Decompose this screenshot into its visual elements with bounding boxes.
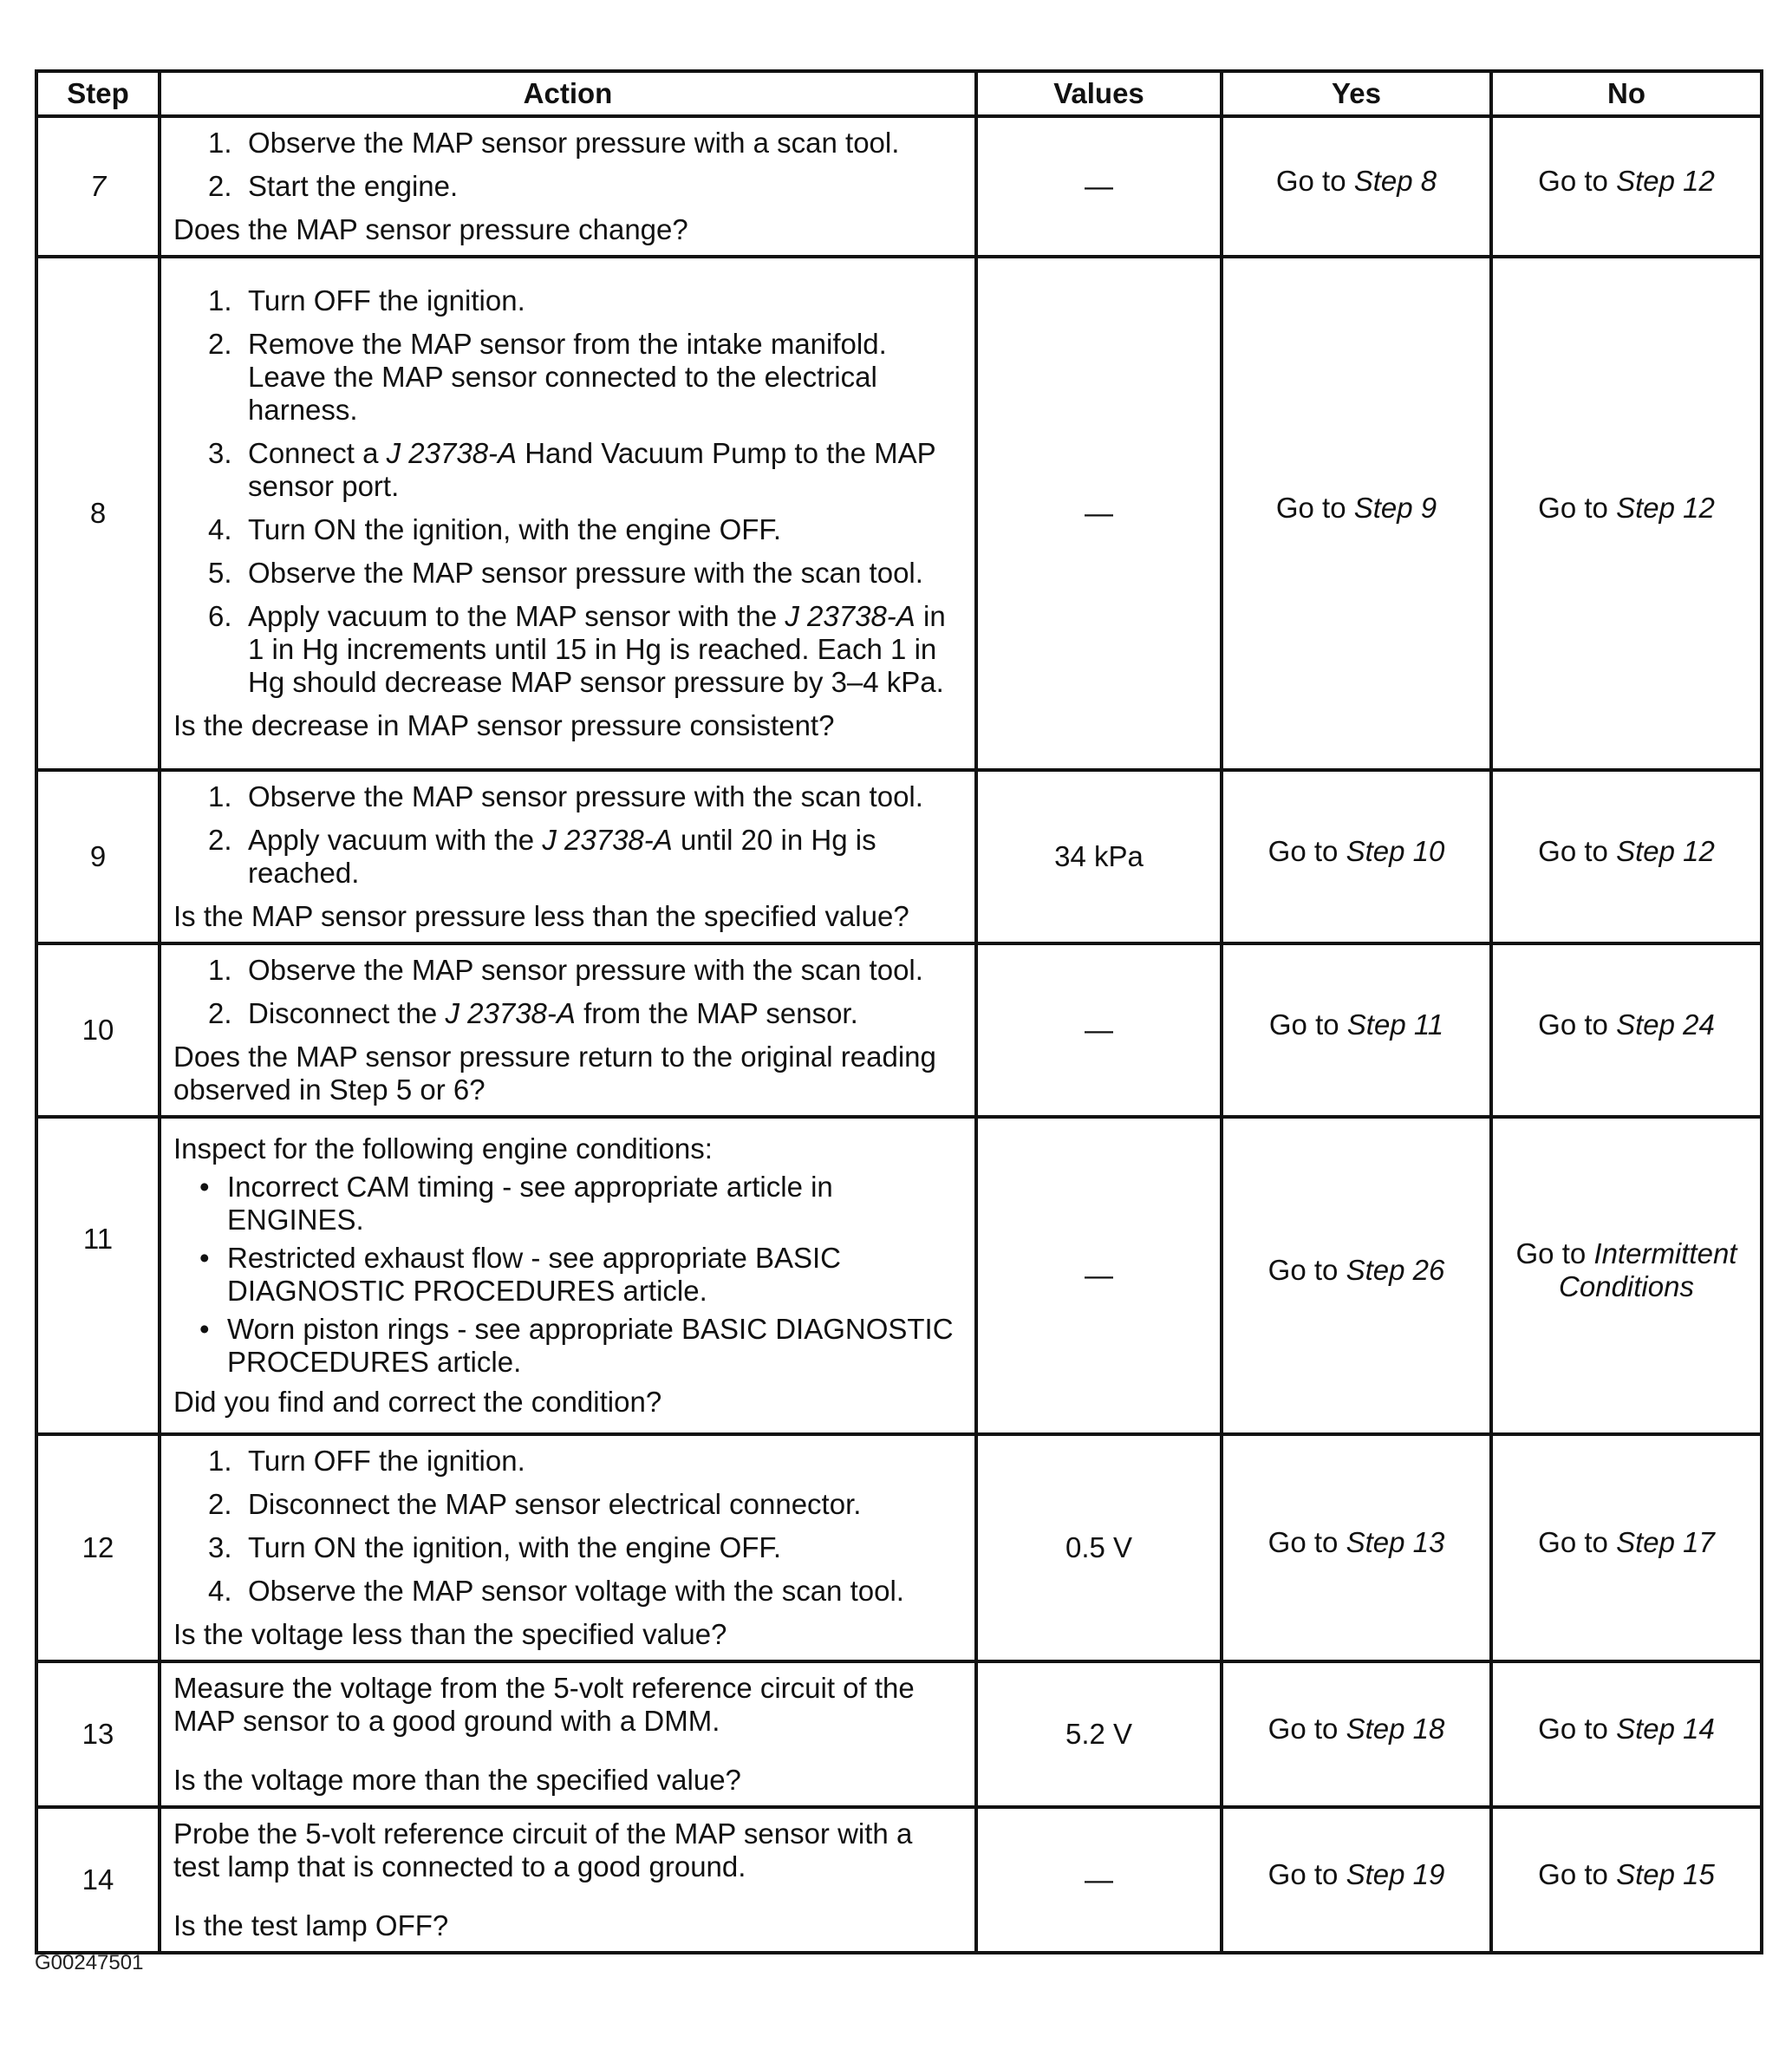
list-item [208, 513, 964, 546]
goto-prefix: Go to [1268, 1008, 1347, 1041]
spec-value: 5.2 V [976, 1661, 1222, 1807]
text-part: Connect a [248, 437, 387, 469]
item-number: 2. [208, 824, 232, 856]
header-yes: Yes [1222, 71, 1491, 116]
condition-list [173, 1171, 964, 1379]
goto-prefix: Go to [1267, 835, 1346, 867]
yes-cell [1222, 770, 1491, 943]
list-item [208, 1575, 964, 1608]
no-cell [1491, 943, 1762, 1117]
spec-value: — [976, 116, 1222, 257]
goto-target: Step 26 [1346, 1254, 1445, 1286]
item-number: 1. [208, 127, 232, 159]
item-text: Start the engine. [248, 170, 459, 202]
item-number: 3. [208, 437, 232, 469]
goto-yes[interactable] [1268, 1526, 1445, 1558]
step-list [173, 127, 964, 203]
goto-no[interactable] [1538, 1008, 1715, 1041]
list-item [208, 1488, 964, 1521]
item-text: Observe the MAP sensor voltage with the scan tool. [248, 1575, 904, 1607]
tool-number: J 23738-A [445, 997, 576, 1029]
step-list [173, 1445, 964, 1608]
item-number: 1. [208, 1445, 232, 1477]
table-row [36, 1661, 1762, 1807]
action-cell [160, 943, 976, 1117]
yes-cell [1222, 116, 1491, 257]
item-text: Observe the MAP sensor pressure with the scan tool. [248, 557, 923, 589]
bullet-icon: • [199, 1171, 210, 1203]
table-row [36, 1807, 1762, 1953]
text-part: from the MAP sensor. [575, 997, 858, 1029]
goto-target: Step 13 [1346, 1526, 1445, 1558]
goto-no[interactable] [1538, 492, 1715, 524]
yes-cell [1222, 1807, 1491, 1953]
yes-cell [1222, 1117, 1491, 1434]
list-item [208, 1531, 964, 1564]
no-cell [1491, 257, 1762, 770]
instruction-text: Probe the 5-volt reference circuit of the MAP sensor with a test lamp that is connected to a good ground. [173, 1817, 913, 1883]
header-no: No [1491, 71, 1762, 116]
question: Is the decrease in MAP sensor pressure consistent? [173, 709, 835, 741]
step-list [173, 284, 964, 699]
list-item [208, 328, 964, 427]
step-number: 14 [36, 1807, 160, 1953]
item-text: Turn ON the ignition, with the engine OFF. [248, 513, 782, 545]
step-number: 9 [36, 770, 160, 943]
goto-target: Step 9 [1353, 492, 1437, 524]
goto-prefix: Go to [1267, 1254, 1346, 1286]
item-text: Turn OFF the ignition. [248, 1445, 525, 1477]
list-item [208, 284, 964, 317]
goto-prefix: Go to [1538, 1713, 1617, 1745]
goto-target: Step 10 [1346, 835, 1445, 867]
item-text: Observe the MAP sensor pressure with the scan tool. [248, 954, 923, 986]
spec-value: — [976, 1117, 1222, 1434]
goto-target: Step 24 [1616, 1008, 1715, 1041]
yes-cell [1222, 1661, 1491, 1807]
text-part: Hand Vacuum Pump to the MAP sensor port. [248, 437, 936, 502]
goto-target: Intermittent Conditions [1559, 1237, 1737, 1302]
question: Is the voltage more than the specified value? [173, 1764, 741, 1796]
goto-target: Step 19 [1346, 1858, 1445, 1890]
text-part: in 1 in Hg increments until 15 in Hg is reached. Each 1 in Hg should decrease MAP sensor pressure by 3–4 kPa. [248, 600, 946, 698]
item-text: Disconnect the MAP sensor electrical connector. [248, 1488, 862, 1520]
goto-yes[interactable] [1268, 1858, 1445, 1890]
goto-prefix: Go to [1267, 1713, 1346, 1745]
question: Is the MAP sensor pressure less than the specified value? [173, 900, 909, 932]
list-item [208, 127, 964, 160]
step-number: 13 [36, 1661, 160, 1807]
goto-target: Step 12 [1616, 492, 1715, 524]
item-text: Remove the MAP sensor from the intake manifold. Leave the MAP sensor connected to the electrical harness. [248, 328, 887, 426]
text-part: Apply vacuum with the [248, 824, 543, 856]
goto-no[interactable] [1538, 1713, 1715, 1745]
diagnostic-table [35, 69, 1763, 1954]
no-cell [1491, 1117, 1762, 1434]
list-item [208, 170, 964, 203]
item-number: 2. [208, 1488, 232, 1520]
header-values: Values [976, 71, 1222, 116]
item-number: 2. [208, 997, 232, 1029]
no-cell [1491, 1434, 1762, 1661]
header-action: Action [160, 71, 976, 116]
text-part: until 20 in Hg is reached. [248, 824, 876, 889]
action-cell [160, 770, 976, 943]
yes-cell [1222, 1434, 1491, 1661]
tool-number: J 23738-A [386, 437, 518, 469]
list-item [208, 824, 964, 890]
goto-prefix: Go to [1538, 835, 1617, 867]
item-number: 4. [208, 1575, 232, 1607]
list-item [199, 1171, 964, 1237]
item-text: Observe the MAP sensor pressure with a scan tool. [248, 127, 900, 159]
question: Is the test lamp OFF? [173, 1909, 449, 1941]
bullet-icon: • [199, 1242, 210, 1274]
goto-no[interactable] [1516, 1237, 1737, 1302]
item-text: Worn piston rings - see appropriate BASIC DIAGNOSTIC PROCEDURES article. [227, 1313, 954, 1378]
text-part: Apply vacuum to the MAP sensor with the [248, 600, 785, 632]
tool-number: J 23738-A [785, 600, 916, 632]
item-text: Incorrect CAM timing - see appropriate article in ENGINES. [227, 1171, 833, 1236]
step-number: 10 [36, 943, 160, 1117]
item-text: Restricted exhaust flow - see appropriate BASIC DIAGNOSTIC PROCEDURES article. [227, 1242, 842, 1307]
goto-prefix: Go to [1275, 165, 1354, 197]
figure-id: G00247501 [35, 1951, 144, 1974]
item-text: Turn OFF the ignition. [248, 284, 525, 316]
goto-target: Step 17 [1616, 1526, 1715, 1558]
goto-prefix: Go to [1538, 1008, 1617, 1041]
goto-no[interactable] [1538, 835, 1715, 867]
bullet-icon: • [199, 1313, 210, 1345]
spec-value: 34 kPa [976, 770, 1222, 943]
yes-cell [1222, 257, 1491, 770]
no-cell [1491, 116, 1762, 257]
question: Is the voltage less than the specified value? [173, 1618, 727, 1650]
goto-prefix: Go to [1515, 1237, 1594, 1269]
yes-cell [1222, 943, 1491, 1117]
intro-text: Inspect for the following engine conditions: [173, 1132, 713, 1165]
action-cell [160, 1807, 976, 1953]
question: Did you find and correct the condition? [173, 1386, 662, 1418]
item-text [248, 824, 964, 890]
instruction-text: Measure the voltage from the 5-volt reference circuit of the MAP sensor to a good ground with a DMM. [173, 1672, 915, 1737]
goto-yes[interactable] [1276, 492, 1437, 524]
item-text: Turn ON the ignition, with the engine OFF. [248, 1531, 782, 1563]
step-number: 12 [36, 1434, 160, 1661]
goto-prefix: Go to [1538, 1858, 1617, 1890]
goto-target: Step 12 [1616, 165, 1715, 197]
no-cell [1491, 1807, 1762, 1953]
list-item [208, 600, 964, 699]
goto-prefix: Go to [1538, 492, 1617, 524]
action-cell [160, 1434, 976, 1661]
goto-prefix: Go to [1538, 1526, 1617, 1558]
list-item [208, 557, 964, 590]
spec-value: — [976, 257, 1222, 770]
spec-value: — [976, 943, 1222, 1117]
no-cell [1491, 770, 1762, 943]
text-part: Disconnect the [248, 997, 446, 1029]
action-cell [160, 116, 976, 257]
step-number: 8 [36, 257, 160, 770]
step-number: 7 [36, 116, 160, 257]
goto-yes[interactable] [1268, 835, 1445, 867]
goto-yes[interactable] [1269, 1008, 1443, 1041]
goto-prefix: Go to [1275, 492, 1354, 524]
item-number: 1. [208, 780, 232, 812]
goto-prefix: Go to [1267, 1858, 1346, 1890]
tool-number: J 23738-A [542, 824, 673, 856]
goto-target: Step 18 [1346, 1713, 1445, 1745]
item-text [248, 437, 964, 503]
item-number: 2. [208, 328, 232, 360]
table-row [36, 1117, 1762, 1434]
goto-target: Step 15 [1616, 1858, 1715, 1890]
list-item [199, 1242, 964, 1308]
list-item [208, 954, 964, 987]
action-cell [160, 1661, 976, 1807]
table-row [36, 943, 1762, 1117]
list-item [208, 997, 964, 1030]
no-cell [1491, 1661, 1762, 1807]
goto-target: Step 14 [1616, 1713, 1715, 1745]
list-item [208, 437, 964, 503]
goto-no[interactable] [1538, 1858, 1715, 1890]
table-row [36, 257, 1762, 770]
item-number: 2. [208, 170, 232, 202]
action-cell [160, 257, 976, 770]
goto-target: Step 8 [1353, 165, 1437, 197]
item-number: 5. [208, 557, 232, 589]
item-text: Observe the MAP sensor pressure with the scan tool. [248, 780, 923, 812]
spec-value: 0.5 V [976, 1434, 1222, 1661]
goto-yes[interactable] [1268, 1713, 1445, 1745]
goto-no[interactable] [1538, 165, 1715, 197]
list-item [208, 780, 964, 813]
goto-target: Step 12 [1616, 835, 1715, 867]
item-number: 3. [208, 1531, 232, 1563]
goto-yes[interactable] [1276, 165, 1437, 197]
action-cell [160, 1117, 976, 1434]
item-text [248, 997, 964, 1030]
header-row [36, 71, 1762, 116]
table-row [36, 116, 1762, 257]
question: Does the MAP sensor pressure change? [173, 213, 688, 245]
step-list [173, 954, 964, 1030]
item-number: 1. [208, 284, 232, 316]
item-text [248, 600, 964, 699]
goto-no[interactable] [1538, 1526, 1715, 1558]
goto-yes[interactable] [1268, 1254, 1445, 1286]
spec-value: — [976, 1807, 1222, 1953]
goto-target: Step 11 [1346, 1008, 1444, 1041]
table-row [36, 770, 1762, 943]
list-item [199, 1313, 964, 1379]
step-number: 11 [36, 1117, 160, 1434]
step-list [173, 780, 964, 890]
list-item [208, 1445, 964, 1478]
item-number: 6. [208, 600, 232, 632]
item-number: 1. [208, 954, 232, 986]
goto-prefix: Go to [1538, 165, 1617, 197]
table-row [36, 1434, 1762, 1661]
question: Does the MAP sensor pressure return to the original reading observed in Step 5 or 6? [173, 1041, 936, 1106]
header-step: Step [36, 71, 160, 116]
item-number: 4. [208, 513, 232, 545]
goto-prefix: Go to [1267, 1526, 1346, 1558]
